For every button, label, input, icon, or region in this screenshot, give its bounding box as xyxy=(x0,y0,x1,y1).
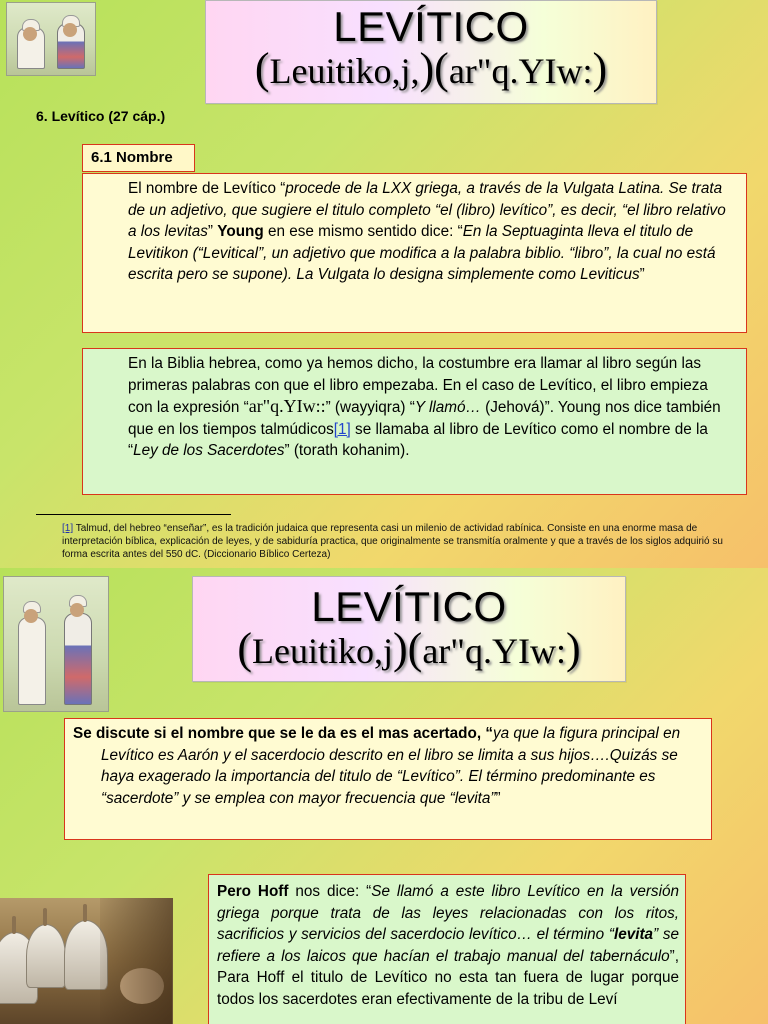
subtitle-hebrew: ar"q.YIw: xyxy=(422,631,566,671)
subtitle: (Leuitiko,j,)(ar"q.YIw:) xyxy=(254,44,608,93)
hoff-quote-box: Pero Hoff nos dice: “Se llamó a este libro Levítico en la versión griega porque trata de las leyes relacionadas con los ritos, sacrificios y servicios del sacerdocio levítico… el término “levita” se refiere a los laicos que hacían el trabajo manual del tabernáculo”, Para Hoff el titulo de Levítico no esta tan fuera de lugar porque todos los sacerdotes eran efectivamente de la tribu de Leví xyxy=(208,874,686,1024)
footnote: [1] Talmud, del hebreo “enseñar”, es la tradición judaica que representa casi un milenio de actividad rabínica. Consiste en una enorme masa de interpretación bíblica, explicación de leyes, y de sabiduría practica, que originalmente se transmitía oralmente y que a través de los siglos adquirió su forma escrita antes del 550 dC. (Diccionario Bíblico Certeza) xyxy=(62,523,723,560)
subtitle-hebrew: ar"q.YIw: xyxy=(448,51,593,91)
title-banner xyxy=(205,0,657,104)
subtitle: (Leuitiko,j)(ar"q.YIw:) xyxy=(237,624,581,673)
hebrew-name-box: En la Biblia hebrea, como ya hemos dicho, la costumbre era llamar al libro según las primeras palabras con que el libro empezaba. En el caso de Levítico, el libro empieza con la expresión “ar"q.YIw::” (wayyiqra) “Y llamó… (Jehová)”. Young nos dice también que en los tiempos talmúdicos[1] se llamaba al libro de Levítico como el nombre de la “Ley de los Sacerdotes” (torath kohanim). xyxy=(82,348,747,495)
debate-box: Se discute si el nombre que se le da es el mas acertado, “ya que la figura principal en Levítico es Aarón y el sacerdocio descrito en el libro se limita a sus hijos….Quizás se haya exagerado la importancia del titulo de “Levítico”. El término predominante es “sacerdote” y se emplea con mayor frecuencia que “levita”” xyxy=(64,718,712,840)
priests-illustration xyxy=(3,576,109,712)
section-label: 6.1 Nombre xyxy=(82,144,195,172)
footnote-link[interactable]: [1] xyxy=(333,420,351,438)
tabernacle-photo xyxy=(0,898,173,1024)
footnote-divider xyxy=(36,514,231,515)
section-heading: 6. Levítico (27 cáp.) xyxy=(36,108,166,124)
slide-2 xyxy=(0,568,768,1024)
subtitle-greek: Leuitiko,j xyxy=(252,631,393,671)
priests-illustration xyxy=(6,2,96,76)
title: LEVÍTICO xyxy=(333,3,529,50)
footnote-ref[interactable]: [1] xyxy=(62,523,74,534)
name-explanation-box: El nombre de Levítico “procede de la LXX griega, a través de la Vulgata Latina. Se trata de un adjetivo, que sugiere el titulo completo “el (libro) levítico”, es decir, “el libro relativo a los levitas” Young en ese mismo sentido dice: “En la Septuaginta lleva el titulo de Levitikon (“Levitical”, un adjetivo que modifica a la palabra biblio. “libro”, la cual no está escrita pero se supone). La Vulgata lo designa simplemente como Leviticus” xyxy=(82,173,747,333)
subtitle-greek: Leuitiko,j, xyxy=(269,51,420,91)
title-banner xyxy=(192,576,626,682)
title: LEVÍTICO xyxy=(311,583,507,630)
